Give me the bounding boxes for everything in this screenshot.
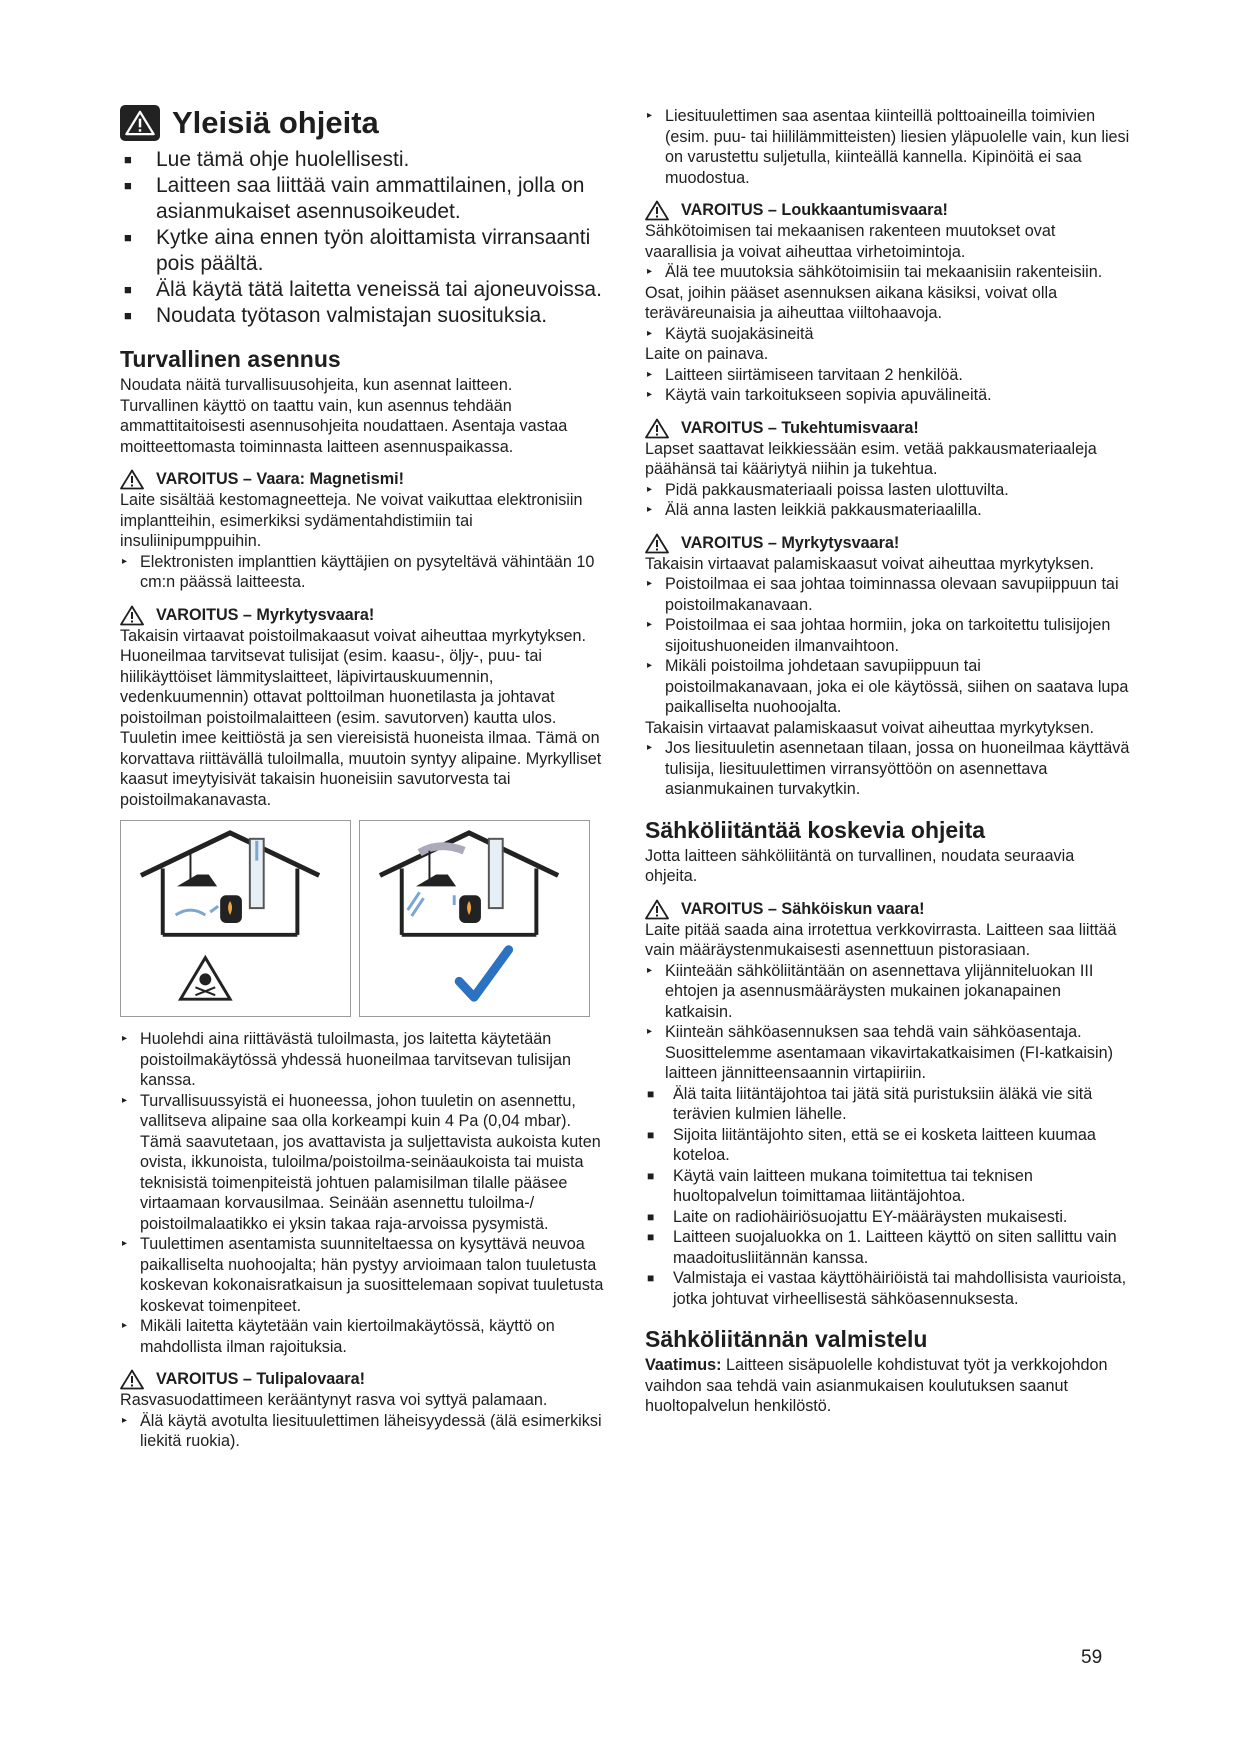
house-correct-illustration-icon — [360, 821, 589, 1016]
heading-safe-installation: Turvallinen asennus — [120, 346, 341, 372]
paragraph: Noudata näitä turvallisuusohjeita, kun asennat laitteen. — [120, 376, 513, 394]
list-item: ■ Käytä vain laitteen mukana toimitettua tai teknisen huoltopalvelun toimittamaa liitäntäjohtoa. — [647, 1166, 1033, 1205]
square-bullet-icon: ■ — [647, 1230, 655, 1244]
list-item: ▸ Liesituulettimen saa asentaa kiinteillä polttoaineilla toimivien (esim. puu- tai hiililämmitteisten) liesien yläpuolelle vain, kun liesi on varustettu suljetulla, kiinteällä kannella. Kipinöitä ei saa muodostua. — [647, 107, 1130, 187]
list-item: ▸ Jos liesituuletin asennetaan tilaan, jossa on huoneilmaa käyttävä tulisija, liesituulettimen virransyöttöön on asennettava asianmukainen turvakytkin. — [647, 739, 1130, 798]
list-item: ■ Noudata työtason valmistajan suosituksia. — [124, 304, 548, 327]
triangle-bullet-icon: ▸ — [122, 1033, 128, 1044]
left-column — [120, 105, 607, 1452]
list-item: ■ Valmistaja ei vastaa käyttöhäiriöistä tai mahdollisista vaurioista, jotka johtuvat virheellisestä sähköasennuksesta. — [647, 1269, 1127, 1308]
warning-electric-shock: VAROITUS – Sähköiskun vaara! — [645, 899, 1130, 920]
list-item: ▸ Pidä pakkausmateriaali poissa lasten ulottuvilta. — [647, 480, 1009, 499]
list-item: ■ Älä käytä tätä laitetta veneissä tai ajoneuvoissa. — [124, 278, 602, 301]
paragraph: Vaatimus: Laitteen sisäpuolelle kohdistuvat työt ja verkkojohdon vaihdon saa tehdä vain asianmukaisen koulutuksen saanut huoltopalvelun henkilöstö. — [645, 1356, 1108, 1415]
list-item: ▸ Laitteen siirtämiseen tarvitaan 2 henkilöä. — [647, 365, 963, 384]
paragraph: Lapset saattavat leikkiessään esim. vetää pakkausmateriaaleja päähänsä tai kääriytyä niihin ja tukehtua. — [645, 439, 1097, 478]
list-item: ▸ Älä tee muutoksia sähkötoimisiin tai mekaanisiin rakenteisiin. — [647, 263, 1103, 281]
paragraph: Takaisin virtaavat poistoilmakaasut voivat aiheuttaa myrkytyksen. Huoneilmaa tarvitsevat tulisijat (esim. kaasu-, öljy-, puu- tai hiilikäyttöiset lämmityslaitteet, läpivirtauskuumennin, vedenkuumennin) ottavat polttoilman huonetilasta ja johtavat poistoilman poistoilmalaitteen (esim. savutorven) kautta ulos. Tuuletin imee keittiöstä ja sen viereisistä huoneista ilmaa. Tämä on korvattava riittävällä tuloilmalla, muutoin syntyy alipaine. Myrkylliset kaasut imeytyisivät takaisin huoneisiin savutorvesta tai poistoilmakanavasta. — [120, 626, 602, 809]
triangle-bullet-icon: ▸ — [647, 483, 653, 495]
warning-triangle-icon — [120, 469, 144, 490]
list-item: ▸ Älä käytä avotulta liesituulettimen läheisyydessä (älä esimerkiksi liekitä ruokia). — [122, 1411, 602, 1450]
square-bullet-icon: ■ — [647, 1127, 655, 1142]
triangle-bullet-icon: ▸ — [647, 504, 653, 515]
intro-list — [120, 147, 607, 329]
list-item: ■ Älä taita liitäntäjohtoa tai jätä sitä puristuksiin äläkä vie sitä terävien kulmien lähelle. — [647, 1084, 1093, 1123]
list-item: ▸ Älä anna lasten leikkiä pakkausmateriaalilla. — [647, 501, 982, 519]
heading-electrical-prep: Sähköliitännän valmistelu — [645, 1326, 928, 1352]
list-item: ▸ Käytä suojakäsineitä — [647, 324, 814, 343]
triangle-bullet-icon: ▸ — [647, 578, 653, 589]
list-item: ▸ Mikäli laitetta käytetään vain kiertoilmakäytössä, käyttö on mahdollista ilman rajoituksia. — [122, 1317, 555, 1356]
triangle-bullet-icon: ▸ — [647, 368, 653, 380]
list-item: ■ Laitteen suojaluokka on 1. Laitteen käyttö on siten sallittu vain maadoitusliitännän kanssa. — [647, 1228, 1117, 1267]
square-bullet-icon: ■ — [647, 1086, 655, 1101]
house-hazard-illustration-icon — [121, 821, 350, 1016]
list-item: ■ Kytke aina ennen työn aloittamista virransaanti pois päältä. — [124, 226, 591, 275]
warning-triangle-icon — [645, 200, 669, 221]
page-title: Yleisiä ohjeita — [172, 105, 379, 140]
triangle-bullet-icon: ▸ — [122, 1238, 128, 1249]
list-item: ▸ Elektronisten implanttien käyttäjien on pysyteltävä vähintään 10 cm:n päässä laitteesta. — [122, 552, 595, 591]
section-header-general — [120, 105, 607, 141]
right-column — [645, 106, 1130, 1417]
warning-triangle-icon — [645, 533, 669, 554]
paragraph: Laite on painava. — [645, 345, 769, 363]
paragraph: Sähkötoimisen tai mekaanisen rakenteen muutokset ovat vaarallisia ja voivat aiheuttaa virhetoimintoja. — [645, 222, 1056, 261]
list-item: ▸ Poistoilmaa ei saa johtaa hormiin, joka on tarkoitettu tulisijojen sijoitushuoneiden ilmanvaihtoon. — [647, 616, 1111, 655]
warning-fire: VAROITUS – Tulipalovaara! — [120, 1369, 607, 1390]
warning-poisoning: VAROITUS – Myrkytysvaara! — [120, 605, 607, 626]
triangle-bullet-icon: ▸ — [647, 742, 653, 753]
illustration-correct — [359, 820, 590, 1017]
square-bullet-icon: ■ — [124, 308, 132, 323]
list-item: ▸ Tuulettimen asentamista suunniteltaessa on kysyttävä neuvoa paikalliselta nuohoojalta; hän pystyy arvioimaan talon tuuletusta koskevan kokonaisratkaisun ja suosittelemaan sopivat tuuletusta koskevat toimenpiteet. — [122, 1235, 604, 1315]
triangle-bullet-icon: ▸ — [122, 1414, 128, 1426]
page-number: 59 — [1081, 1647, 1103, 1668]
list-item: ▸ Mikäli poistoilma johdetaan savupiippuun tai poistoilmakanavaan, joka ei ole käytössä, siihen on saatava lupa paikalliselta nuohoojalta. — [647, 657, 1129, 716]
square-bullet-icon: ■ — [124, 230, 132, 245]
paragraph: Laite pitää saada aina irrotettua verkkovirrasta. Laitteen saa liittää vain määräystenmukaisesti asennettuun pistorasiaan. — [645, 920, 1117, 959]
warning-triangle-icon — [645, 899, 669, 920]
triangle-bullet-icon: ▸ — [122, 555, 128, 567]
square-bullet-icon: ■ — [124, 152, 132, 167]
list-item: ▸ Poistoilmaa ei saa johtaa toiminnassa olevaan savupiippuun tai poistoilmakanavaan. — [647, 575, 1119, 614]
warning-badge-icon — [120, 105, 160, 141]
heading-electrical: Sähköliitäntää koskevia ohjeita — [645, 816, 986, 843]
list-item: ■ Laitteen saa liittää vain ammattilainen, jolla on asianmukaiset asennusoikeudet. — [124, 174, 585, 223]
list-item: ▸ Turvallisuussyistä ei huoneessa, johon tuuletin on asennettu, vallitseva alipaine saa olla korkeampi kuin 4 Pa (0,04 mbar). Tämä saavutetaan, jos avattavista ja suljettavista aukoista kuten ovista, ikkunoista, tuloilma/poistoilma-seinäaukoista tai muista teknisistä toimenpiteistä johtuen palamisilman tilalle pääsee virtaamaan korvausilmaa. Seinään asennettu tuloilma-/ poistoilmalaatikko ei yksin takaa raja-arvoissa pysymistä. — [122, 1091, 601, 1233]
list-item: ■ Sijoita liitäntäjohto siten, että se ei kosketa laitteen kuumaa koteloa. — [647, 1125, 1096, 1164]
triangle-bullet-icon: ▸ — [122, 1094, 128, 1106]
square-bullet-icon: ■ — [647, 1209, 655, 1224]
ventilation-illustrations — [120, 820, 607, 1017]
warning-triangle-icon — [120, 1369, 144, 1390]
warning-poisoning-2: VAROITUS – Myrkytysvaara! — [645, 533, 1130, 554]
triangle-bullet-icon: ▸ — [647, 619, 653, 630]
paragraph: Jotta laitteen sähköliitäntä on turvallinen, noudata seuraavia ohjeita. — [645, 846, 1075, 885]
list-item: ■ Laite on radiohäiriösuojattu EY-määräysten mukaisesti. — [647, 1207, 1068, 1226]
paragraph: Turvallinen käyttö on taattu vain, kun asennus tehdään ammattitaitoisesti asennusohjeita noudattaen. Asentaja vastaa moitteettomasta toiminnasta laitteen asennuspaikassa. — [120, 396, 568, 456]
triangle-bullet-icon: ▸ — [647, 327, 653, 339]
warning-triangle-icon — [120, 605, 144, 626]
list-item: ▸ Kiinteän sähköasennuksen saa tehdä vain sähköasentaja. Suosittelemme asentamaan vikavirtakatkaisimen (FI-katkaisin) laitteen jännitteensaannin virtapiiriin. — [647, 1023, 1114, 1082]
warning-injury: VAROITUS – Loukkaantumisvaara! — [645, 200, 1130, 221]
triangle-bullet-icon: ▸ — [647, 1026, 653, 1037]
paragraph: Takaisin virtaavat palamiskaasut voivat aiheuttaa myrkytyksen. — [645, 718, 1094, 737]
list-item: ▸ Käytä vain tarkoitukseen sopivia apuvälineitä. — [647, 386, 992, 404]
list-item: ▸ Kiinteään sähköliitäntään on asennettava ylijänniteluokan III ehtojen ja asennusmääräysten mukainen jokanapainen katkaisin. — [647, 961, 1094, 1021]
triangle-bullet-icon: ▸ — [647, 660, 653, 671]
paragraph: Takaisin virtaavat palamiskaasut voivat aiheuttaa myrkytyksen. — [645, 554, 1094, 573]
illustration-incorrect — [120, 820, 351, 1017]
paragraph: Laite sisältää kestomagneetteja. Ne voivat vaikuttaa elektronisiin implantteihin, esimerkiksi sydämentahdistimiin tai insuliinipumppuihin. — [120, 491, 583, 550]
paragraph: Rasvasuodattimeen kerääntynyt rasva voi syttyä palamaan. — [120, 1391, 548, 1409]
warning-magnetism: VAROITUS – Vaara: Magnetismi! — [120, 469, 607, 490]
triangle-bullet-icon: ▸ — [647, 389, 653, 400]
triangle-bullet-icon: ▸ — [647, 964, 653, 976]
triangle-bullet-icon: ▸ — [122, 1320, 128, 1331]
warning-triangle-icon — [645, 418, 669, 439]
triangle-bullet-icon: ▸ — [647, 110, 653, 121]
warning-choking: VAROITUS – Tukehtumisvaara! — [645, 418, 1130, 439]
square-bullet-icon: ■ — [124, 178, 132, 193]
paragraph: Osat, joihin pääset asennuksen aikana käsiksi, voivat olla teräväreunaisia ja aiheuttaa viiltohaavoja. — [645, 283, 1058, 322]
square-bullet-icon: ■ — [124, 282, 132, 297]
square-bullet-icon: ■ — [647, 1168, 655, 1183]
list-item: ■ Lue tämä ohje huolellisesti. — [124, 148, 410, 171]
list-item: ▸ Huolehdi aina riittävästä tuloilmasta, jos laitetta käytetään poistoilmakäytössä yhdessä huoneilmaa tarvitsevan tulisijan kanssa. — [122, 1030, 571, 1089]
square-bullet-icon: ■ — [647, 1271, 655, 1285]
triangle-bullet-icon: ▸ — [647, 266, 653, 277]
